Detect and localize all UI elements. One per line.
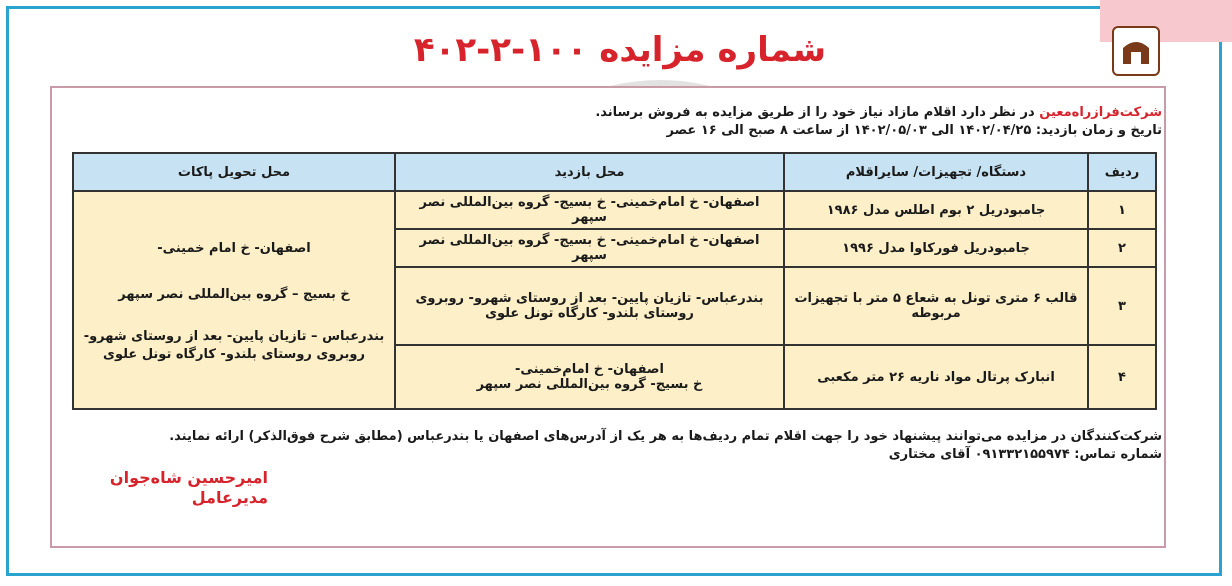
row-number: ۲ — [1088, 229, 1156, 267]
device-cell: جامبودریل فورکاوا مدل ۱۹۹۶ — [784, 229, 1088, 267]
delivery-cell — [73, 191, 395, 409]
header-delivery-location: محل تحویل پاکات — [73, 153, 395, 191]
header-visit-location: محل بازدید — [395, 153, 784, 191]
page-title: شماره مزایده ۱۰۰-۲-۴۰۲ — [413, 30, 827, 70]
row-number: ۳ — [1088, 267, 1156, 345]
footer-text — [82, 428, 1162, 464]
header-device: دستگاه/ تجهیزات/ سایراقلام — [784, 153, 1088, 191]
table-row — [73, 191, 1156, 229]
signatory-name: امیرحسین شاه‌جوان — [109, 468, 268, 487]
visit-cell: اصفهان- خ امام‌خمینی- خ بسیج- گروه بین‌المللی نصر سپهر — [395, 191, 784, 229]
row-number: ۱ — [1088, 191, 1156, 229]
row-number: ۴ — [1088, 345, 1156, 409]
delivery-line: روبروی روستای بلندو- کارگاه تونل علوی — [103, 347, 365, 362]
visit-line: اصفهان- خ امام‌خمینی- — [515, 362, 664, 377]
company-name: شرکت‌فرازراه‌معین — [1039, 105, 1162, 120]
intro-line-1 — [82, 104, 1162, 122]
logo-icon — [1119, 34, 1153, 68]
visit-cell: بندرعباس- تازیان پایین- بعد از روستای شهرو- روبروی روستای بلندو- کارگاه تونل علوی — [395, 267, 784, 345]
table-header-row — [73, 153, 1156, 191]
delivery-line: خ بسیج – گروه بین‌المللی نصر سپهر — [118, 287, 350, 302]
device-cell: انبارک پرتال مواد ناریه ۲۶ متر مکعبی — [784, 345, 1088, 409]
signature-block — [68, 468, 268, 508]
intro-line-1-text: در نظر دارد اقلام مازاد نیاز خود را از طریق مزایده به فروش برساند. — [595, 105, 1040, 120]
signatory-role: مدیرعامل — [191, 488, 268, 507]
submission-note: شرکت‌کنندگان در مزایده می‌توانند پیشنهاد خود را جهت اقلام تمام ردیف‌ها به هر یک از آدرس‌های اصفهان یا بندرعباس (مطابق شرح فوق‌الذکر) ارائه نمایند. — [169, 429, 1162, 444]
visit-date-line: تاریخ و زمان بازدید: ۱۴۰۲/۰۴/۲۵ الی ۱۴۰۲/۰۵/۰۳ از ساعت ۸ صبح الی ۱۶ عصر — [666, 123, 1162, 138]
delivery-line: اصفهان- خ امام خمینی- — [157, 241, 311, 256]
visit-cell — [395, 345, 784, 409]
auction-items-table — [72, 152, 1157, 410]
visit-line: خ بسیج- گروه بین‌المللی نصر سپهر — [476, 377, 703, 392]
visit-cell: اصفهان- خ امام‌خمینی- خ بسیج- گروه بین‌المللی نصر سپهر — [395, 229, 784, 267]
intro-text — [82, 104, 1162, 140]
device-cell: قالب ۶ متری تونل به شعاع ۵ متر با تجهیزات مربوطه — [784, 267, 1088, 345]
device-cell: جامبودریل ۲ بوم اطلس مدل ۱۹۸۶ — [784, 191, 1088, 229]
company-logo — [1112, 26, 1160, 76]
delivery-line: بندرعباس – تازیان پایین- بعد از روستای شهرو- — [83, 329, 385, 344]
header-row-number: ردیف — [1088, 153, 1156, 191]
contact-phone: شماره تماس: ۰۹۱۳۳۲۱۵۵۹۷۴ آقای مختاری — [888, 447, 1162, 462]
